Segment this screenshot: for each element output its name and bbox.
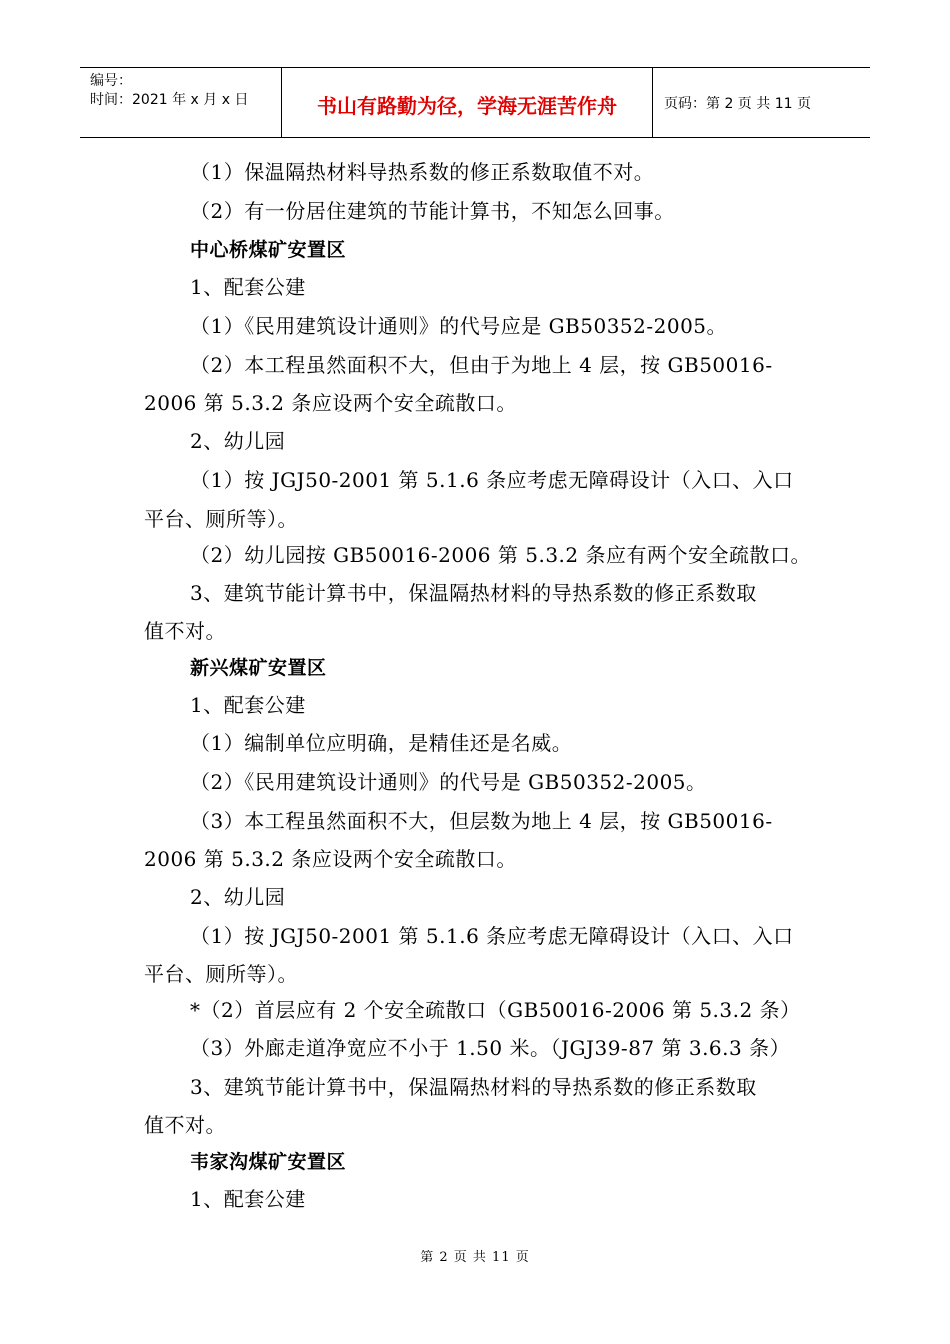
header-meta-cell [80, 68, 282, 137]
body-line: （1）保温隔热材料导热系数的修正系数取值不对。 [190, 160, 655, 184]
body-line: 值不对。 [144, 1113, 226, 1137]
subsection-heading: 1、配套公建 [190, 1187, 306, 1211]
body-line: （2）幼儿园按 GB50016-2006 第 5.3.2 条应有两个安全疏散口。 [190, 543, 811, 567]
document-date: 时间：2021 年 x 月 x 日 [90, 92, 249, 108]
body-line: （1）编制单位应明确，是精佳还是名威。 [190, 731, 573, 755]
body-line: *（2）首层应有 2 个安全疏散口（GB50016-2006 第 5.3.2 条） [190, 998, 801, 1022]
page-number: 页码：第 2 页 共 11 页 [664, 96, 811, 112]
subsection-heading: 1、配套公建 [190, 275, 306, 299]
motto: 书山有路勤为径，学海无涯苦作舟 [317, 94, 617, 118]
body-line: 值不对。 [144, 619, 226, 643]
section-heading: 新兴煤矿安置区 [190, 657, 327, 679]
header-motto-cell [282, 68, 653, 137]
body-line: 2006 第 5.3.2 条应设两个安全疏散口。 [144, 847, 517, 871]
body-line: （3）外廊走道净宽应不小于 1.50 米。（JGJ39-87 第 3.6.3 条） [190, 1036, 791, 1060]
body-line: （2）本工程虽然面积不大，但由于为地上 4 层，按 GB50016- [190, 353, 773, 377]
page-header [80, 67, 870, 138]
document-number: 编号： [90, 73, 132, 89]
page-footer: 第 2 页 共 11 页 [420, 1250, 530, 1265]
body-line: （2）有一份居住建筑的节能计算书，不知怎么回事。 [190, 199, 675, 223]
body-line: （3）本工程虽然面积不大，但层数为地上 4 层，按 GB50016- [190, 809, 773, 833]
body-line: （1）按 JGJ50-2001 第 5.1.6 条应考虑无障碍设计（入口、入口 [190, 468, 794, 492]
body-line: （2）《民用建筑设计通则》的代号是 GB50352-2005。 [190, 770, 707, 794]
body-line: 平台、厕所等）。 [144, 507, 298, 531]
section-heading: 中心桥煤矿安置区 [190, 239, 347, 261]
body-line: （1）《民用建筑设计通则》的代号应是 GB50352-2005。 [190, 314, 728, 338]
body-line: 3、建筑节能计算书中，保温隔热材料的导热系数的修正系数取 [190, 581, 757, 605]
body-line: 2006 第 5.3.2 条应设两个安全疏散口。 [144, 391, 517, 415]
subsection-heading: 2、幼儿园 [190, 885, 286, 909]
body-line: （1）按 JGJ50-2001 第 5.1.6 条应考虑无障碍设计（入口、入口 [190, 924, 794, 948]
body-line: 平台、厕所等）。 [144, 962, 298, 986]
header-page-cell [653, 68, 870, 137]
subsection-heading: 2、幼儿园 [190, 429, 286, 453]
body-line: 3、建筑节能计算书中，保温隔热材料的导热系数的修正系数取 [190, 1075, 757, 1099]
subsection-heading: 1、配套公建 [190, 693, 306, 717]
section-heading: 韦家沟煤矿安置区 [190, 1151, 347, 1173]
